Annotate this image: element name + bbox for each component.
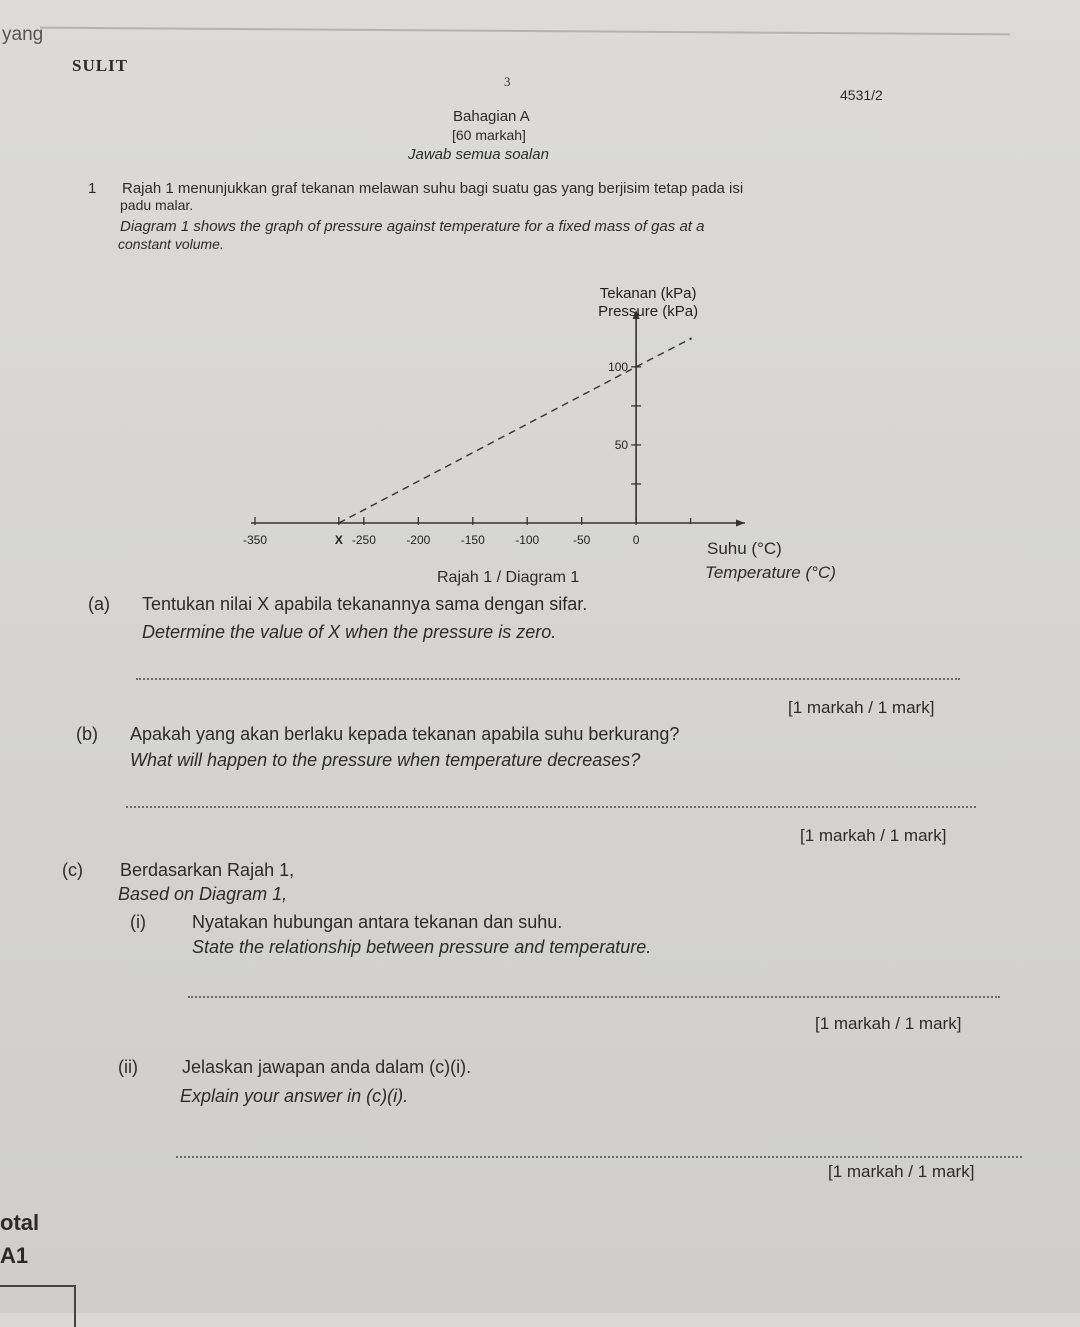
x-tick-label: -50	[572, 533, 591, 547]
x-tick-label: -350	[242, 533, 268, 547]
section-instruction: Jawab semua soalan	[408, 146, 549, 163]
x-axis-label-english: Temperature (°C)	[705, 563, 836, 582]
answer-line-a[interactable]	[136, 678, 960, 680]
x-tick-label: -100	[515, 533, 540, 547]
part-a-label: (a)	[88, 594, 110, 614]
part-cii-english: Explain your answer in (c)(i).	[180, 1086, 409, 1106]
total-label: otal	[0, 1210, 40, 1235]
part-cii-malay: Jelaskan jawapan anda dalam (c)(i).	[182, 1057, 472, 1077]
answer-line-ci[interactable]	[188, 996, 1000, 998]
part-ci-english: State the relationship between pressure and temperature.	[192, 937, 652, 957]
pressure-temperature-graph	[225, 280, 785, 570]
part-c-label: (c)	[62, 860, 83, 880]
part-a-english: Determine the value of X when the pressure is zero.	[142, 622, 557, 642]
part-b-marks: [1 markah / 1 mark]	[800, 826, 947, 845]
part-ci-label: (i)	[130, 912, 146, 932]
x-axis-arrow-icon	[736, 520, 745, 527]
total-code: A1	[0, 1243, 29, 1268]
part-a-malay: Tentukan nilai X apabila tekanannya sama dengan sifar.	[142, 594, 588, 614]
y-tick-label: 50	[614, 437, 629, 452]
confidential-label: SULIT	[72, 56, 129, 75]
part-c-english: Based on Diagram 1,	[118, 884, 288, 904]
section-marks: [60 markah]	[452, 127, 526, 143]
question-stem-english-line2: constant volume.	[118, 236, 224, 252]
question-stem-malay-line2: padu malar.	[120, 197, 194, 213]
part-a-marks: [1 markah / 1 mark]	[788, 698, 935, 717]
part-b-malay: Apakah yang akan berlaku kepada tekanan apabila suhu berkurang?	[130, 724, 680, 744]
data-point	[338, 522, 340, 524]
part-cii-label: (ii)	[118, 1057, 138, 1077]
question-stem-malay-line1: Rajah 1 menunjukkan graf tekanan melawan suhu bagi suatu gas yang berjisim tetap pada isi	[122, 180, 744, 197]
x-axis-label-malay: Suhu (°C)	[707, 539, 782, 558]
section-title: Bahagian A	[453, 108, 530, 125]
x-tick-label: -200	[406, 533, 431, 547]
corner-fragment-text: yang	[2, 24, 44, 45]
x-tick-label: -150	[460, 533, 485, 547]
x-tick-label: -250	[351, 533, 376, 547]
pressure-line	[339, 339, 691, 523]
part-b-english: What will happen to the pressure when temperature decreases?	[130, 750, 641, 770]
question-number: 1	[88, 180, 97, 197]
x-tick-label: X	[334, 533, 343, 547]
part-cii-marks: [1 markah / 1 mark]	[828, 1162, 975, 1181]
total-mark-box	[0, 1285, 76, 1327]
x-tick-label: 0	[632, 533, 640, 547]
data-point	[689, 338, 691, 340]
part-b-label: (b)	[76, 724, 98, 744]
question-stem-english-line1: Diagram 1 shows the graph of pressure against temperature for a fixed mass of gas at a	[120, 218, 705, 235]
diagram-caption: Rajah 1 / Diagram 1	[437, 569, 580, 586]
part-ci-malay: Nyatakan hubungan antara tekanan dan suhu.	[192, 912, 563, 932]
part-c-malay: Berdasarkan Rajah 1,	[120, 860, 295, 880]
answer-line-cii[interactable]	[176, 1156, 1022, 1158]
data-point	[635, 366, 637, 368]
page-top-edge	[40, 27, 1010, 36]
paper-code: 4531/2	[840, 87, 883, 103]
answer-line-b[interactable]	[126, 806, 976, 808]
part-ci-marks: [1 markah / 1 mark]	[815, 1014, 962, 1033]
y-axis-label-malay: Tekanan (kPa)	[599, 285, 697, 302]
y-axis-label-english: Pressure (kPa)	[598, 303, 699, 320]
y-tick-label: 100	[608, 359, 629, 374]
page-number: 3	[504, 74, 511, 89]
